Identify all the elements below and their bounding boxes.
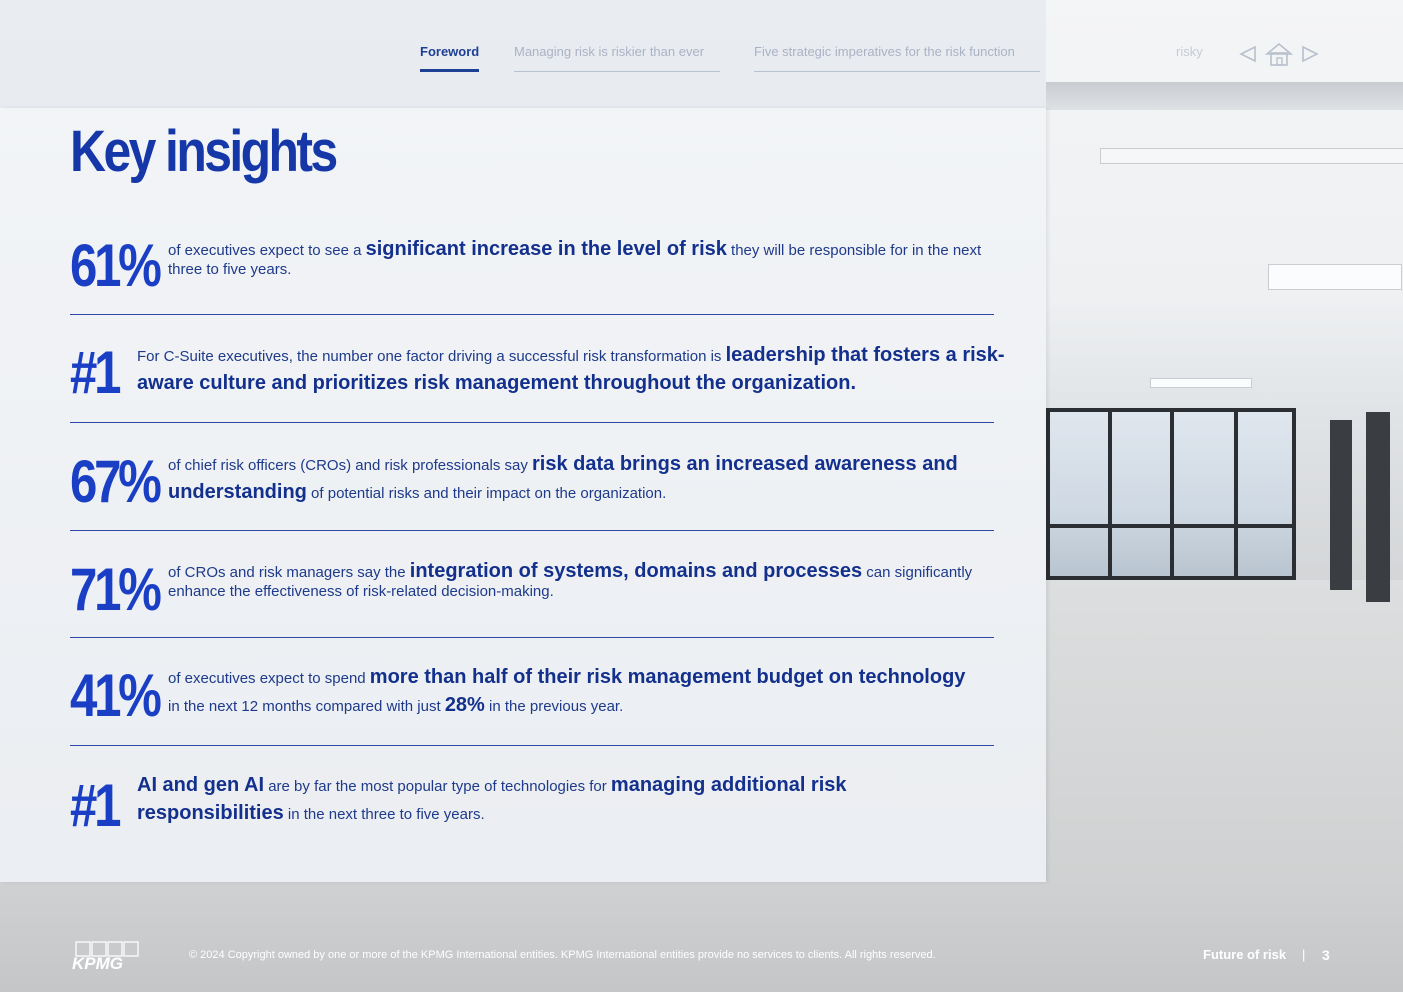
kpmg-logo [72,941,142,971]
floor [0,880,1403,992]
tab-risky[interactable]: risky [1176,44,1203,59]
page-title: Key insights [70,119,336,184]
divider [70,530,994,531]
footer-separator: | [1302,947,1306,962]
insight-5-stat: 41% [70,662,159,729]
insight-4-stat: 71% [70,556,159,623]
divider [70,422,994,423]
insight-3-stat: 67% [70,448,159,515]
home-icon[interactable] [1264,42,1294,66]
insight-2-stat: #1 [70,339,119,406]
insight-3-text: of chief risk officers (CROs) and risk professionals say risk data brings an increased awareness and understanding of potential risks and their impact on the organization. [168,453,958,503]
tab-managing-risk[interactable]: Managing risk is riskier than ever [514,44,720,72]
ceiling-band [1046,82,1403,110]
back-arrow-icon[interactable] [1238,44,1258,64]
copyright-notice: © 2024 Copyright owned by one or more of the KPMG International entities. KPMG International entities provide no services to clients. All rights reserved. [189,949,936,961]
office-door [1366,412,1390,602]
divider [70,745,994,746]
svg-text:KPMG: KPMG [72,954,123,971]
ceiling-light [1150,378,1252,388]
document-title: Future of risk [1203,947,1287,962]
office-window [1046,408,1296,580]
insight-5-text: of executives expect to spend more than half of their risk management budget on technology in the next 12 months compared with just 28% in the previous year. [168,666,966,716]
insight-6-stat: #1 [70,772,119,839]
ceiling-light [1268,264,1402,290]
office-door [1330,420,1352,590]
insight-1-stat: 61% [70,232,159,299]
tab-five-imperatives[interactable]: Five strategic imperatives for the risk function [754,44,1040,72]
insight-2-text: For C-Suite executives, the number one factor driving a successful risk transformation is leadership that fosters a risk-aware culture and prioritizes risk management throughout the organization. [137,344,1005,394]
divider [70,314,994,315]
forward-arrow-icon[interactable] [1300,44,1320,64]
insight-1-text: of executives expect to see a significant increase in the level of risk they will be responsible for in the next three to five years. [168,238,982,278]
ceiling-light [1100,148,1403,164]
insight-6-text: AI and gen AI are by far the most popular type of technologies for managing additional risk responsibilities in the next three to five years. [137,774,847,824]
room-floor [1046,580,1403,880]
insight-4-text: of CROs and risk managers say the integration of systems, domains and processes can significantly enhance the effectiveness of risk-related decision-making. [168,560,973,600]
page-navigation-icons [1238,42,1320,66]
tab-foreword[interactable]: Foreword [420,44,479,72]
divider [70,637,994,638]
page-number: 3 [1322,947,1330,963]
